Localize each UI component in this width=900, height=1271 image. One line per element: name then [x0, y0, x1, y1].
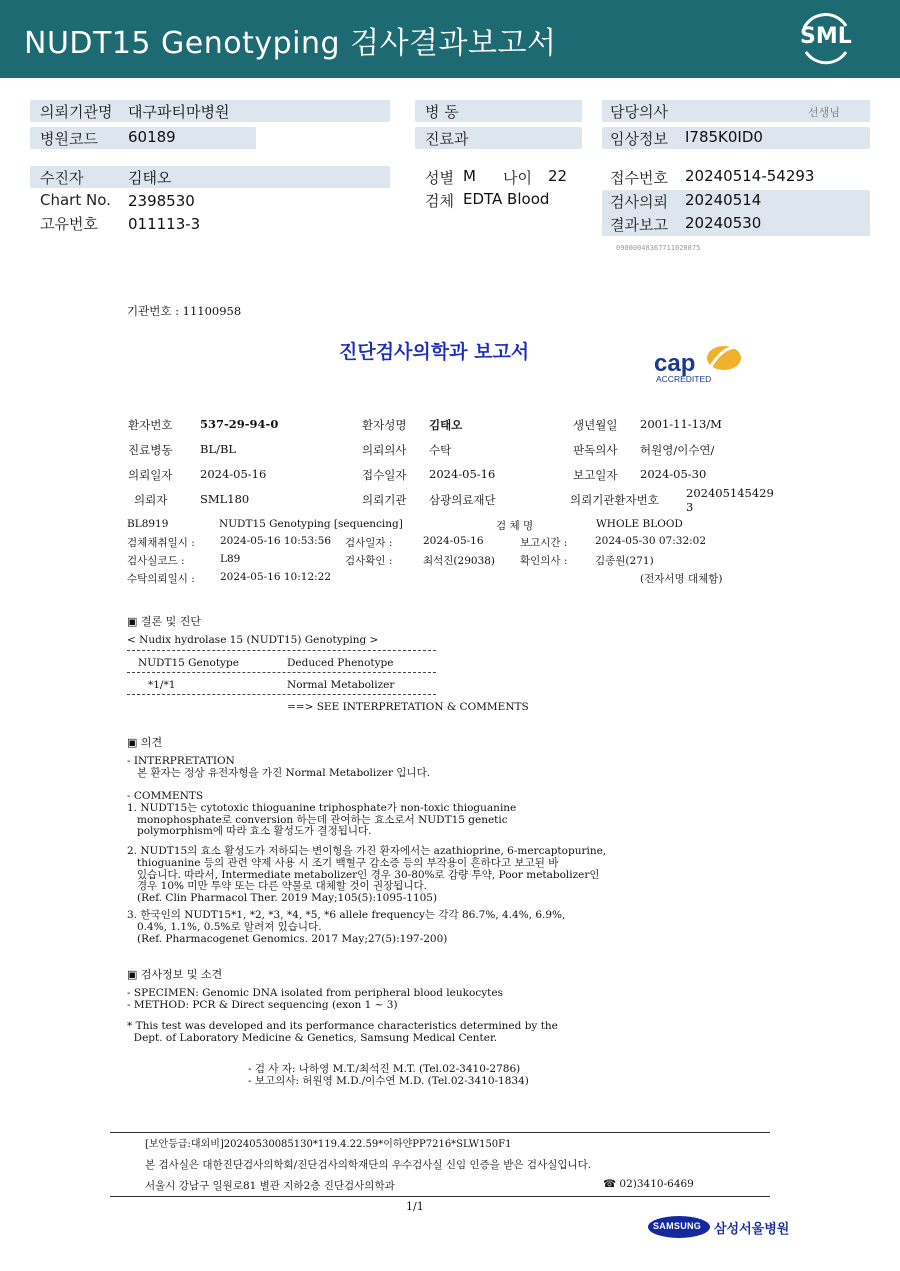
comment-1: - COMMENTS 1. NUDT15는 cytotoxic thioguanine triphosphate가 non-toxic thioguanine monophosphate로 conversion 하는데 관여하는 효소로서 NUDT15 genetic polymorphism에 따라 효소 활성도가 결정됩니다. [127, 790, 517, 838]
genotype-value: *1/*1 [148, 679, 176, 691]
req-inst-value: 삼광의료재단 [429, 493, 496, 507]
cap-accredited-logo [652, 342, 748, 386]
req-date-value: 2024-05-16 [200, 467, 267, 481]
sex-label: 성별 [425, 169, 454, 187]
institution-label: 의뢰기관명 [40, 103, 113, 121]
hospital-code-value: 60189 [128, 128, 176, 146]
institution-number: 기관번호 : 11100958 [127, 304, 242, 318]
header-bar [0, 0, 900, 78]
unique-label: 고유번호 [40, 215, 98, 233]
cap-sub-text: ACCREDITED [656, 374, 712, 384]
recv-date-label: 접수일자 [362, 468, 407, 482]
specimen-name-value: WHOLE BLOOD [596, 518, 683, 530]
report-date-value: 2024-05-30 [640, 467, 707, 481]
gene-title: < Nudix hydrolase 15 (NUDT15) Genotyping > [127, 634, 379, 646]
requester-value: SML180 [200, 492, 250, 506]
test-date-label: 검사일자 : [345, 537, 393, 549]
req-doctor-value: 수탁 [429, 443, 452, 457]
patient-no-value: 537-29-94-0 [200, 417, 279, 431]
comment-2: 2. NUDT15의 효소 활성도가 저하되는 변이형을 가진 환자에서는 azathioprine, 6-mercaptopurine, thioguanine 등의 관련 약제 사용 시 조기 백혈구 감소증 등의 부작용이 흔하다고 보고된 바 있습니다. 따라서, Intermediate metabolizer인 경우 30-80%로 감량 투약, Poor metabolizer인 경우 10% 미만 투약 또는 다른 약물로 대체할 것이 권장됩니다. (Ref. Clin Pharmacol Ther. 2019 May;105(5):1095-1105) [127, 845, 607, 904]
phenotype-value: Normal Metabolizer [287, 679, 395, 691]
comment-3: 3. 한국인의 NUDT15*1, *2, *3, *4, *5, *6 allele frequency는 각각 86.7%, 4.4%, 6.9%, 0.4%, 1.1%, 0.5%로 알려져 있습니다. (Ref. Pharmacogenet Genomics. 2017 May;27(5):197-200) [127, 909, 566, 945]
page-number: 1/1 [406, 1200, 424, 1213]
receipt-value: 20240514-54293 [685, 167, 815, 185]
clinical-info-label: 임상정보 [610, 130, 668, 148]
test-confirm-value: 최석진(29038) [423, 555, 496, 567]
ward-row-value: BL/BL [200, 442, 237, 456]
req-doctor-label: 의뢰의사 [362, 443, 407, 457]
cap-main-text: cap [654, 350, 696, 377]
consign-time-label: 수탁의뢰일시 : [127, 573, 195, 585]
hospital-code-label: 병원코드 [40, 130, 98, 148]
smc-name: 삼성서울병원 [714, 1222, 790, 1237]
lab-code-label: 검사실코드 : [127, 555, 185, 567]
test-code: BL8919 [127, 518, 169, 530]
sex-value: M [463, 167, 476, 185]
table-head-genotype: NUDT15 Genotype [138, 657, 239, 669]
esign-note: (전자서명 대체함) [640, 573, 723, 585]
patient-no-label: 환자번호 [128, 418, 173, 432]
institution-value: 대구파티마병원 [128, 103, 230, 121]
doctor-label: 담당의사 [610, 103, 668, 121]
req-inst-label: 의뢰기관 [362, 493, 407, 507]
requester-label: 의뢰자 [134, 493, 168, 507]
report-time-label: 보고시간 : [520, 537, 568, 549]
sml-logo-text: SML [800, 24, 852, 49]
req-date-label: 의뢰일자 [128, 468, 173, 482]
inst-patient-no-value: 202405145429 [686, 486, 774, 500]
barcode-text: 09000048367711028875 [616, 244, 701, 250]
samsung-logo [648, 1216, 710, 1238]
table-head-phenotype: Deduced Phenotype [287, 657, 394, 669]
address-line: 서울시 강남구 일원로81 별관 지하2층 진단검사의학과 [145, 1180, 395, 1192]
patient-name-value: 김태오 [429, 418, 463, 432]
patient-label: 수진자 [40, 169, 84, 187]
phone-line: ☎ 02)3410-6469 [603, 1178, 694, 1190]
unique-value: 011113-3 [128, 215, 201, 233]
confirm-doctor-label: 확인의사 : [520, 555, 568, 567]
specimen-label: 검체 [425, 192, 454, 210]
report-label: 결과보고 [610, 216, 668, 234]
report-title: 진단검사의학과 보고서 [339, 341, 530, 363]
test-name: NUDT15 Genotyping [sequencing] [219, 518, 403, 530]
patient-box [30, 166, 390, 188]
patient-value: 김태오 [128, 169, 172, 187]
collect-time-value: 2024-05-16 10:53:56 [220, 535, 332, 547]
footer-rule-top [110, 1132, 770, 1133]
report-value: 20240530 [685, 214, 762, 232]
reader-label: 판독의사 [573, 443, 618, 457]
patient-name-label: 환자성명 [362, 418, 407, 432]
ward-row-label: 진료병동 [128, 443, 173, 457]
ward-label: 병 동 [425, 103, 459, 121]
collect-time-label: 검체채취일시 : [127, 537, 195, 549]
lab-code-value: L89 [220, 553, 241, 565]
confirm-doctor-value: 김종원(271) [595, 555, 654, 567]
report-date-label: 보고일자 [573, 468, 618, 482]
doctor-suffix: 선생님 [808, 106, 840, 119]
table-rule-mid [127, 672, 436, 673]
security-line: [보안등급:대외비]20240530085130*119.4.22.59*이하얀PP7216*SLW150F1 [145, 1139, 512, 1150]
test-date-value: 2024-05-16 [423, 535, 484, 547]
age-value: 22 [548, 167, 568, 185]
specimen-name-label: 검 체 명 [496, 520, 534, 532]
birth-label: 생년월일 [573, 418, 618, 432]
test-confirm-label: 검사확인 : [345, 555, 393, 567]
specimen-value: EDTA Blood [463, 190, 550, 208]
staff-text: - 검 사 자: 나하영 M.T./최석진 M.T. (Tel.02-3410-2786) - 보고의사: 허원영 M.D./이수연 M.D. (Tel.02-3410-1834) [248, 1063, 529, 1087]
age-label: 나이 [503, 169, 532, 187]
inst-patient-no-extra: 3 [686, 500, 694, 514]
table-rule-bottom [127, 694, 436, 695]
section-conclusion-title: ▣ 결론 및 진단 [127, 615, 202, 628]
cap-swoosh-icon [702, 342, 744, 374]
dept-label: 진료과 [425, 130, 469, 148]
clinical-info-value: I785K0ID0 [685, 128, 763, 146]
birth-value: 2001-11-13/M [640, 417, 722, 431]
recv-date-value: 2024-05-16 [429, 467, 496, 481]
request-value: 20240514 [685, 191, 762, 209]
inst-patient-no-label: 의뢰기관환자번호 [570, 493, 659, 507]
footer-rule-bottom [110, 1196, 770, 1197]
receipt-label: 접수번호 [610, 169, 668, 187]
table-rule-top [127, 650, 436, 651]
section-testinfo-title: ▣ 검사정보 및 소견 [127, 968, 223, 981]
developed-note: * This test was developed and its performance characteristics determined by the Dept. of Laboratory Medicine & Genetics, Samsung Medical Center. [127, 1020, 558, 1044]
page-title: NUDT15 Genotyping 검사결과보고서 [24, 26, 557, 61]
interpretation-text: - INTERPRETATION 본 환자는 정상 유전자형을 가진 Normal Metabolizer 입니다. [127, 755, 431, 779]
chart-value: 2398530 [128, 192, 195, 210]
consign-time-value: 2024-05-16 10:12:22 [220, 571, 332, 583]
see-note: ==> SEE INTERPRETATION & COMMENTS [287, 701, 529, 713]
report-time-value: 2024-05-30 07:32:02 [595, 535, 707, 547]
request-label: 검사의뢰 [610, 193, 668, 211]
certification-line: 본 검사실은 대한진단검사의학회/진단검사의학재단의 우수검사실 신임 인증을 받은 검사실입니다. [145, 1159, 592, 1171]
section-opinion-title: ▣ 의견 [127, 736, 163, 749]
chart-label: Chart No. [40, 191, 111, 209]
reader-value: 허원영/이수연/ [640, 443, 715, 457]
samsung-logo-text: SAMSUNG [653, 1221, 702, 1231]
method-text: - SPECIMEN: Genomic DNA isolated from peripheral blood leukocytes - METHOD: PCR & Direct sequencing (exon 1 ~ 3) [127, 987, 503, 1011]
